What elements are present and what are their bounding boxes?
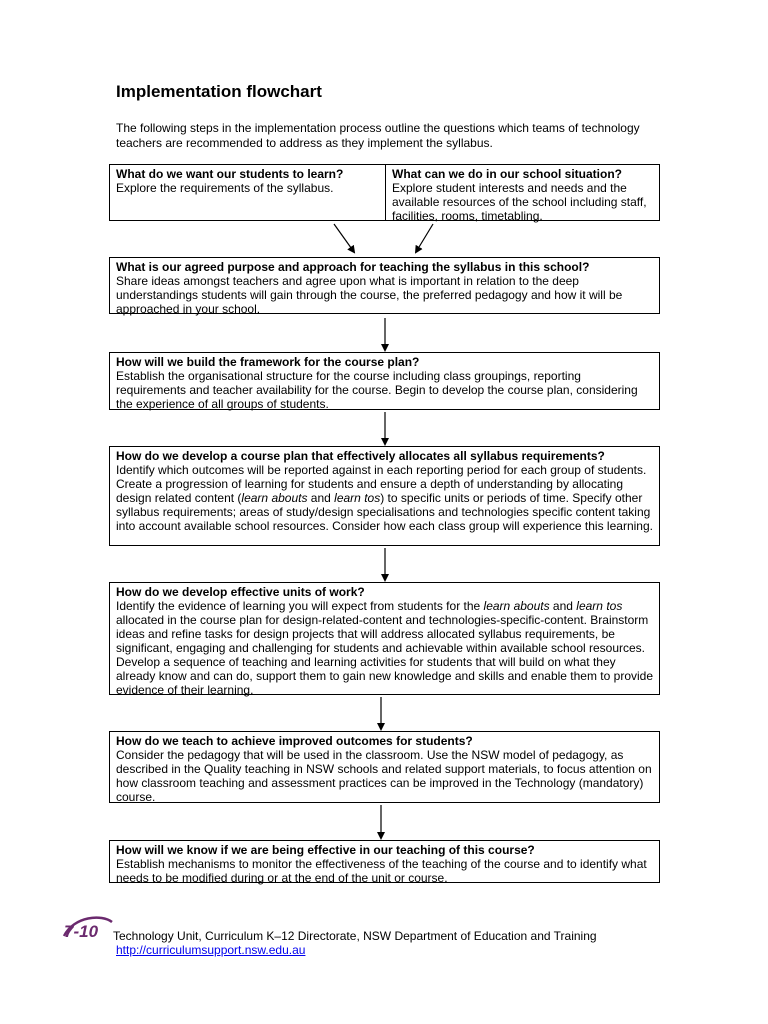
body-text: allocated in the course plan for design-related-content and technologies-specific-content. Brainstorm ideas and refine tasks for design projects that will address allocated syllabus requirements, be significant, engaging and challenging for students and achievable within available school resources. Develop a sequence of teaching and learning activities for students that will build on what they already know and can do, support them to gain new knowledge and skills and enable them to provide evidence of their learning.: [116, 613, 654, 697]
body-text: and: [549, 599, 577, 613]
box-question: What can we do in our school situation?: [392, 167, 623, 181]
learn-abouts-term: learn abouts: [241, 491, 308, 505]
box-question: What is our agreed purpose and approach for teaching the syllabus in this school?: [116, 260, 590, 274]
box-question: How do we develop effective units of work?: [116, 585, 365, 599]
box-question: How will we know if we are being effective in our teaching of this course?: [116, 843, 535, 857]
intro-paragraph: The following steps in the implementation process outline the questions which teams of technology teachers are recommended to address as they implement the syllabus.: [116, 121, 640, 150]
syllabus-7-10-logo: [60, 914, 116, 942]
logo-text: 7-10: [64, 922, 99, 941]
arrow-down-right: [334, 224, 354, 252]
box-body: Share ideas amongst teachers and agree upon what is important in relation to the deep understandings students will gain through the course, the preferred pedagogy and how it will be approached in your school.: [116, 274, 623, 316]
learn-abouts-term: learn abouts: [483, 599, 550, 613]
box-body: Establish mechanisms to monitor the effectiveness of the teaching of the course and to identify what needs to be modified during or at the end of the unit or course.: [116, 857, 647, 885]
box-question: How do we develop a course plan that effectively allocates all syllabus requirements?: [116, 449, 605, 463]
box-question: How do we teach to achieve improved outcomes for students?: [116, 734, 473, 748]
footer-link[interactable]: http://curriculumsupport.nsw.edu.au: [116, 943, 306, 957]
box-body: Establish the organisational structure for the course including class groupings, reporting requirements and teacher availability for the course. Begin to develop the course plan, considering the experience of all groups of students.: [116, 369, 638, 411]
page-title: Implementation flowchart: [116, 82, 322, 101]
footer-credit: Technology Unit, Curriculum K–12 Directorate, NSW Department of Education and Training: [113, 929, 597, 943]
box-body: Consider the pedagogy that will be used in the classroom. Use the NSW model of pedagogy, as described in the Quality teaching in NSW schools and related support materials, to focus attention on how classroom teaching and assessment practices can be improved in the Technology (mandatory) course.: [116, 748, 652, 804]
body-text: ) to specific units or periods of time. Specify other syllabus requirements; areas of study/design specialisations and technologies specific content taking into account available school resources. Consider how each class group will experience this learning.: [116, 491, 653, 533]
box-body: Explore the requirements of the syllabus.: [116, 181, 334, 195]
learn-tos-term: learn tos: [334, 491, 381, 505]
box-question: What do we want our students to learn?: [116, 167, 344, 181]
body-text: Identify which outcomes will be reported against in each reporting period for each group of students. Create a progression of learning for students and ensure a depth of understanding by allocating design related content (: [116, 463, 647, 505]
box-question: How will we build the framework for the course plan?: [116, 355, 420, 369]
arrow-down-left: [416, 224, 433, 252]
box-body: Explore student interests and needs and the available resources of the school including staff, facilities, rooms, timetabling.: [392, 181, 647, 223]
body-text: and: [307, 491, 335, 505]
learn-tos-term: learn tos: [576, 599, 623, 613]
body-text: Identify the evidence of learning you will expect from students for the: [116, 599, 484, 613]
